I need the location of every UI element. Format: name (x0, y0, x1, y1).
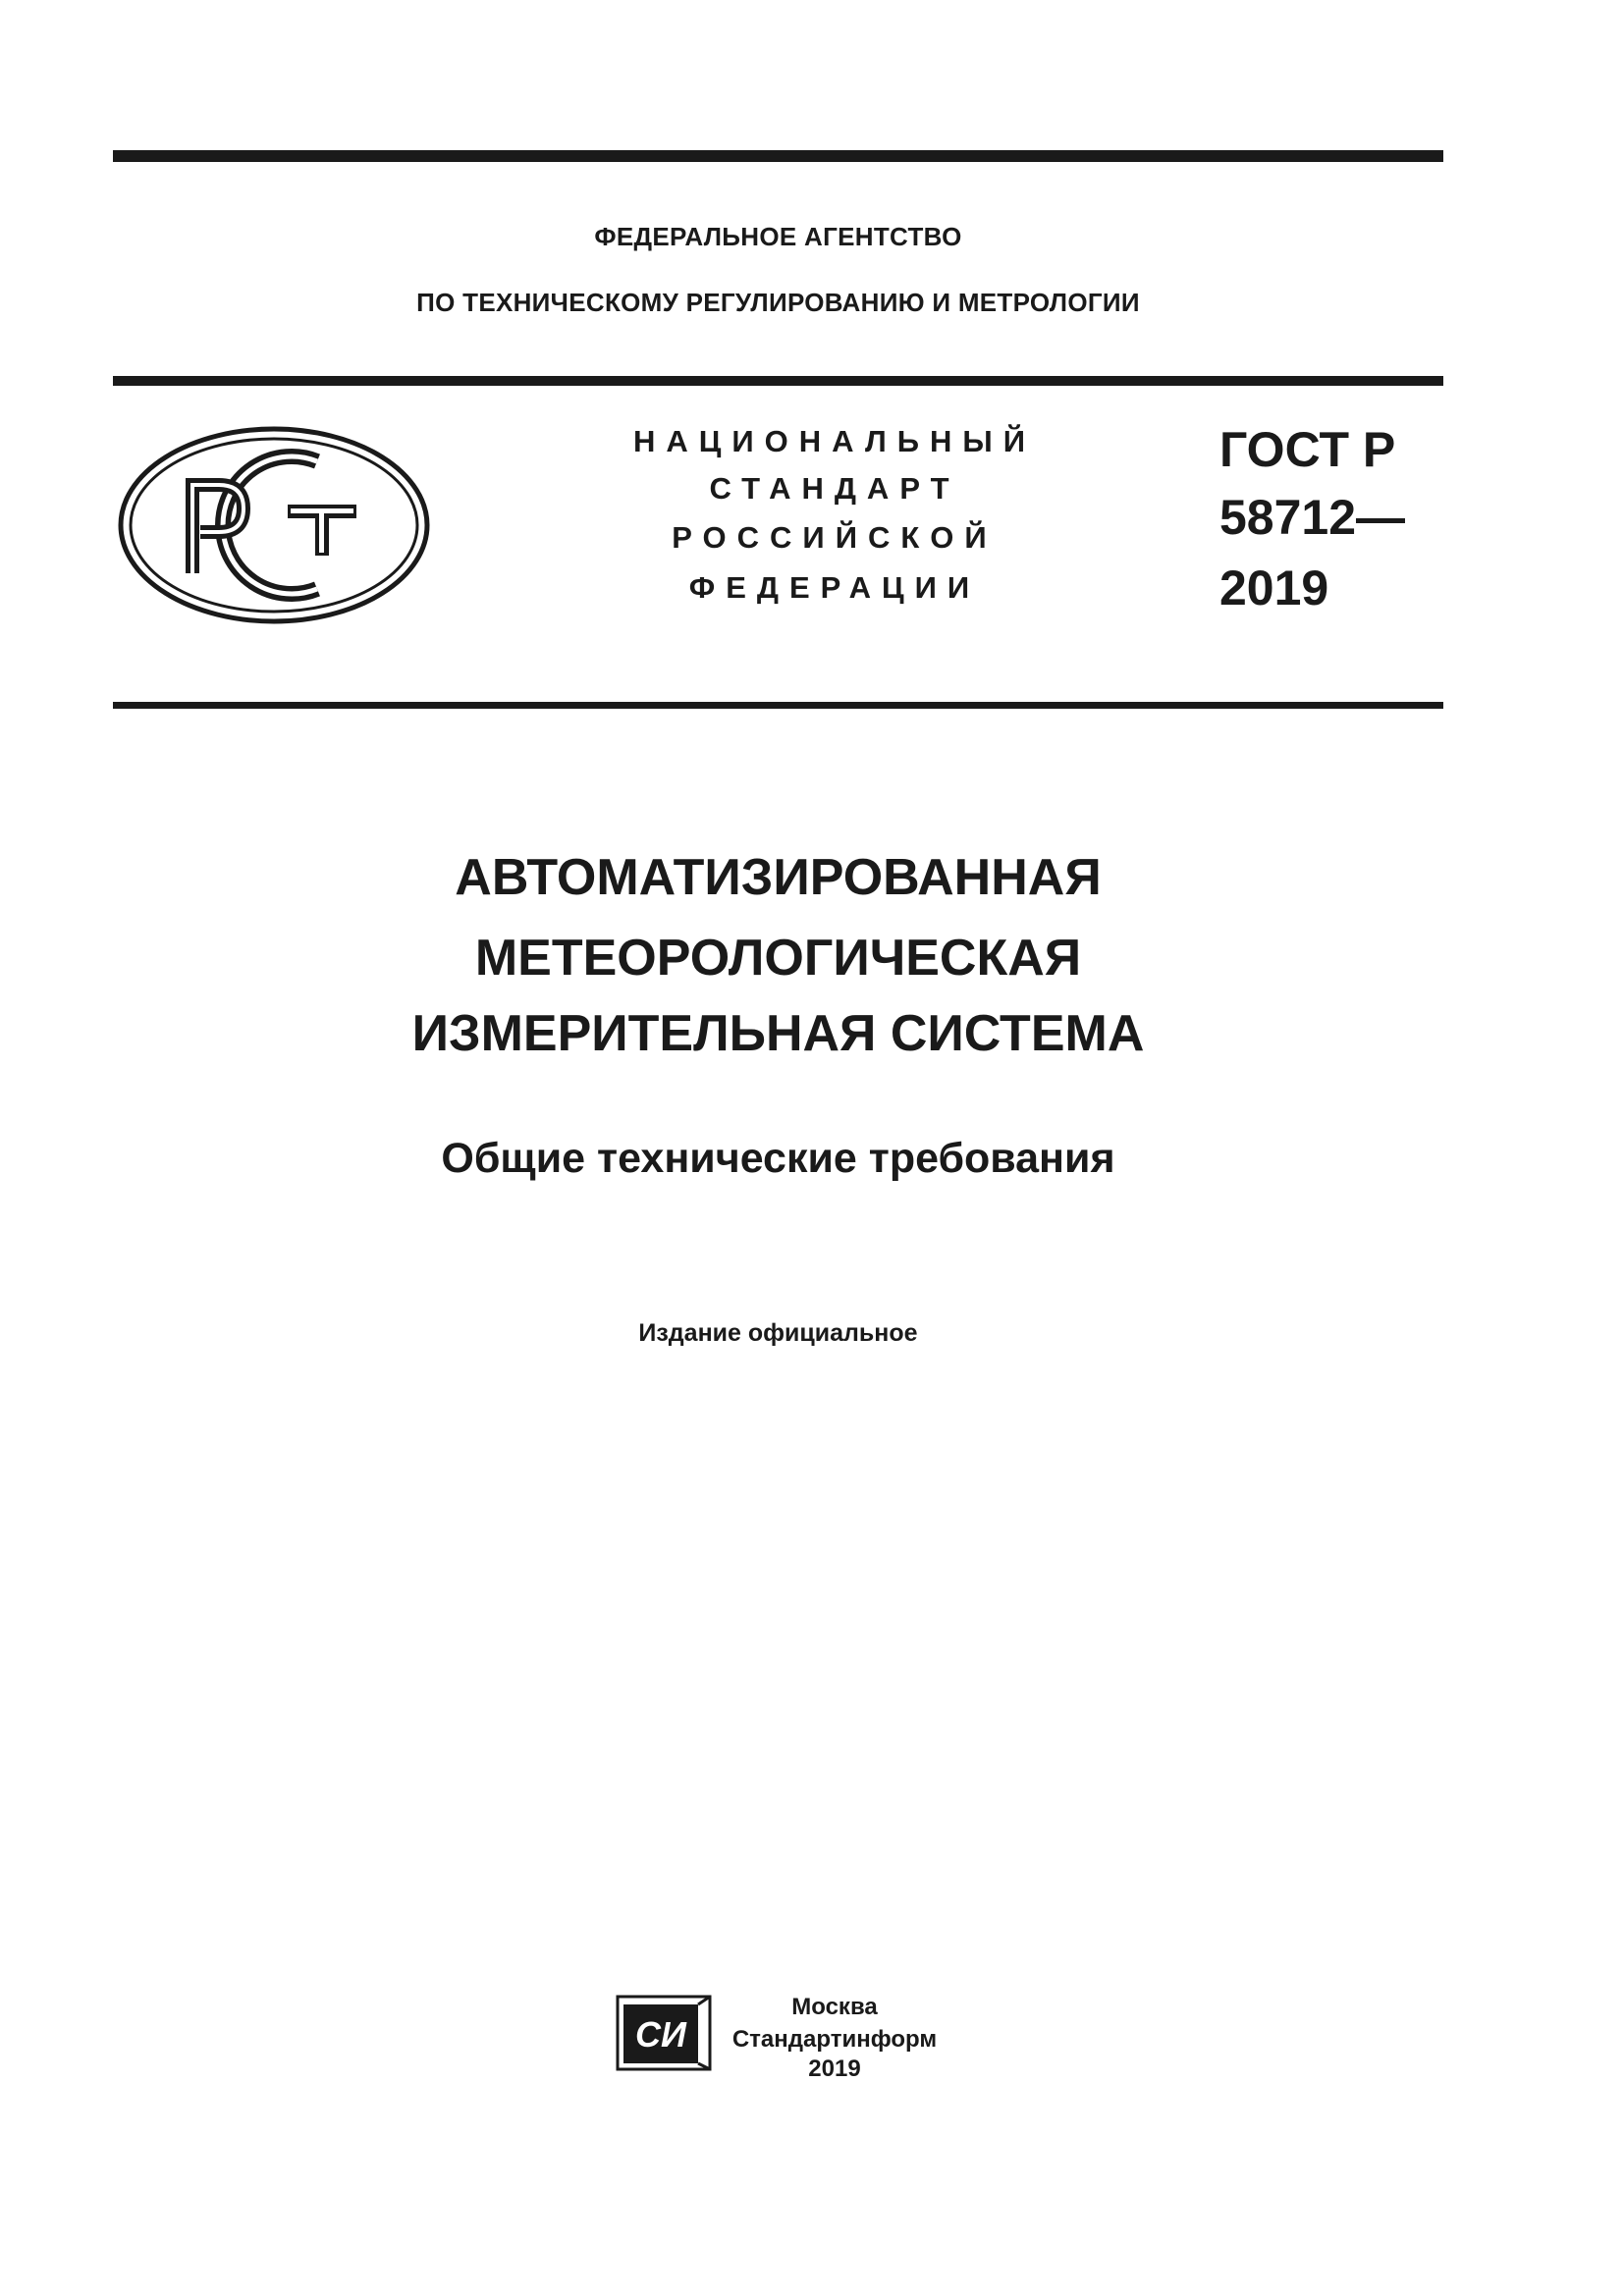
national-standard-line-1: НАЦИОНАЛЬНЫЙ (632, 424, 1037, 458)
gost-designation-line-3: 2019 (1219, 561, 1329, 615)
publisher-name: Стандартинформ (731, 2026, 938, 2053)
document-title-line-1: АВТОМАТИЗИРОВАННАЯ (455, 849, 1102, 906)
document-subtitle: Общие технические требования (441, 1135, 1115, 1182)
gost-designation-line-2: 58712— (1219, 490, 1406, 545)
agency-line-1: ФЕДЕРАЛЬНОЕ АГЕНТСТВО (594, 222, 962, 251)
rst-emblem-icon (116, 424, 432, 626)
svg-text:СИ: СИ (635, 2014, 686, 2055)
edition-note: Издание официальное (638, 1319, 918, 1347)
gost-designation-line-1: ГОСТ Р (1219, 422, 1396, 477)
national-standard-line-4: ФЕДЕРАЦИИ (688, 570, 981, 605)
standartinform-logo-icon (616, 1995, 712, 2071)
middle-divider (113, 376, 1443, 386)
national-standard-line-2: СТАНДАРТ (709, 471, 960, 506)
publisher-city: Москва (791, 1994, 878, 2020)
top-divider (113, 150, 1443, 162)
publisher-year: 2019 (808, 2056, 861, 2082)
agency-line-2: ПО ТЕХНИЧЕСКОМУ РЕГУЛИРОВАНИЮ И МЕТРОЛОГИИ (416, 288, 1140, 317)
national-standard-line-3: РОССИЙСКОЙ (672, 520, 998, 555)
document-title-line-2: МЕТЕОРОЛОГИЧЕСКАЯ (474, 930, 1082, 987)
document-title-line-3: ИЗМЕРИТЕЛЬНАЯ СИСТЕМА (411, 1005, 1145, 1062)
lower-divider (113, 702, 1443, 709)
